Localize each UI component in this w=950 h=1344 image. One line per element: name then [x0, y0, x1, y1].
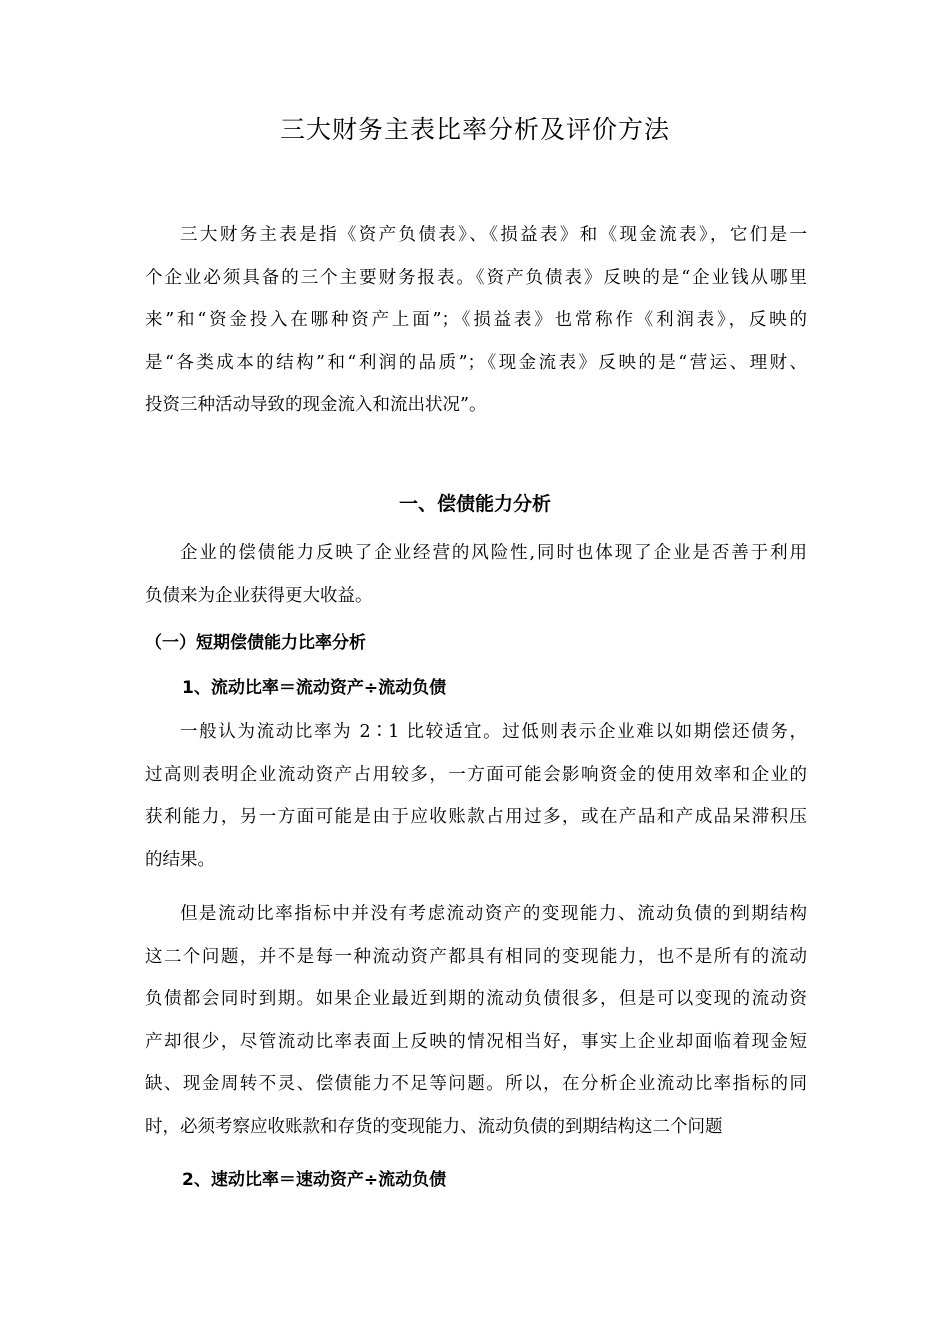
text-line: 这二个问题，并不是每一种流动资产都具有相同的变现能力，也不是所有的流动	[145, 946, 807, 967]
document-title: 三大财务主表比率分析及评价方法	[279, 115, 670, 144]
text-line: 缺、现金周转不灵、偿债能力不足等问题。所以，在分析企业流动比率指标的同	[145, 1074, 807, 1094]
subsection-heading-short-term: （一）短期偿债能力比率分析	[145, 633, 366, 653]
text-line: 投资三种活动导致的现金流入和流出状况”。	[145, 395, 487, 415]
text-line: 来”和“资金投入在哪种资产上面”；《损益表》也常称作《利润表》，反映的	[145, 310, 807, 330]
text-line: 负债来为企业获得更大收益。	[145, 585, 373, 606]
current-ratio-paragraph-1	[145, 711, 807, 881]
text-line: 获利能力，另一方面可能是由于应收账款占用过多，或在产品和产成品呆滞积压	[145, 807, 807, 827]
text-line: 的结果。	[145, 849, 215, 870]
text-line: 企业的偿债能力反映了企业经营的风险性,同时也体现了企业是否善于利用	[180, 543, 807, 563]
text-line: 但是流动比率指标中并没有考虑流动资产的变现能力、流动负债的到期结构	[180, 904, 807, 924]
text-line: 一般认为流动比率为 2∶1 比较适宜。过低则表示企业难以如期偿还债务，	[180, 722, 807, 742]
text-line: 是“各类成本的结构”和“利润的品质”；《现金流表》反映的是“营运、理财、	[145, 352, 807, 373]
text-line: 产却很少，尽管流动比率表面上反映的情况相当好，事实上企业却面临着现金短	[145, 1031, 807, 1052]
item-heading-current-ratio: 1、流动比率＝流动资产÷流动负债	[182, 678, 447, 698]
text-line: 负债都会同时到期。如果企业最近到期的流动负债很多，但是可以变现的流动资	[145, 989, 807, 1009]
text-line: 过高则表明企业流动资产占用较多，一方面可能会影响资金的使用效率和企业的	[145, 764, 807, 785]
intro-paragraph	[145, 214, 807, 427]
item-heading-quick-ratio: 2、速动比率＝速动资产÷流动负债	[182, 1170, 447, 1190]
section1-paragraph	[145, 532, 807, 617]
text-line: 时，必须考察应收账款和存货的变现能力、流动负债的到期结构这二个问题	[145, 1116, 723, 1137]
current-ratio-paragraph-2	[145, 893, 807, 1148]
section-heading-solvency: 一、偿债能力分析	[398, 493, 551, 515]
text-line: 个企业必须具备的三个主要财务报表。《资产负债表》反映的是“企业钱从哪里	[145, 267, 807, 288]
text-line: 三大财务主表是指《资产负债表》、《损益表》和《现金流表》，它们是一	[180, 225, 807, 245]
